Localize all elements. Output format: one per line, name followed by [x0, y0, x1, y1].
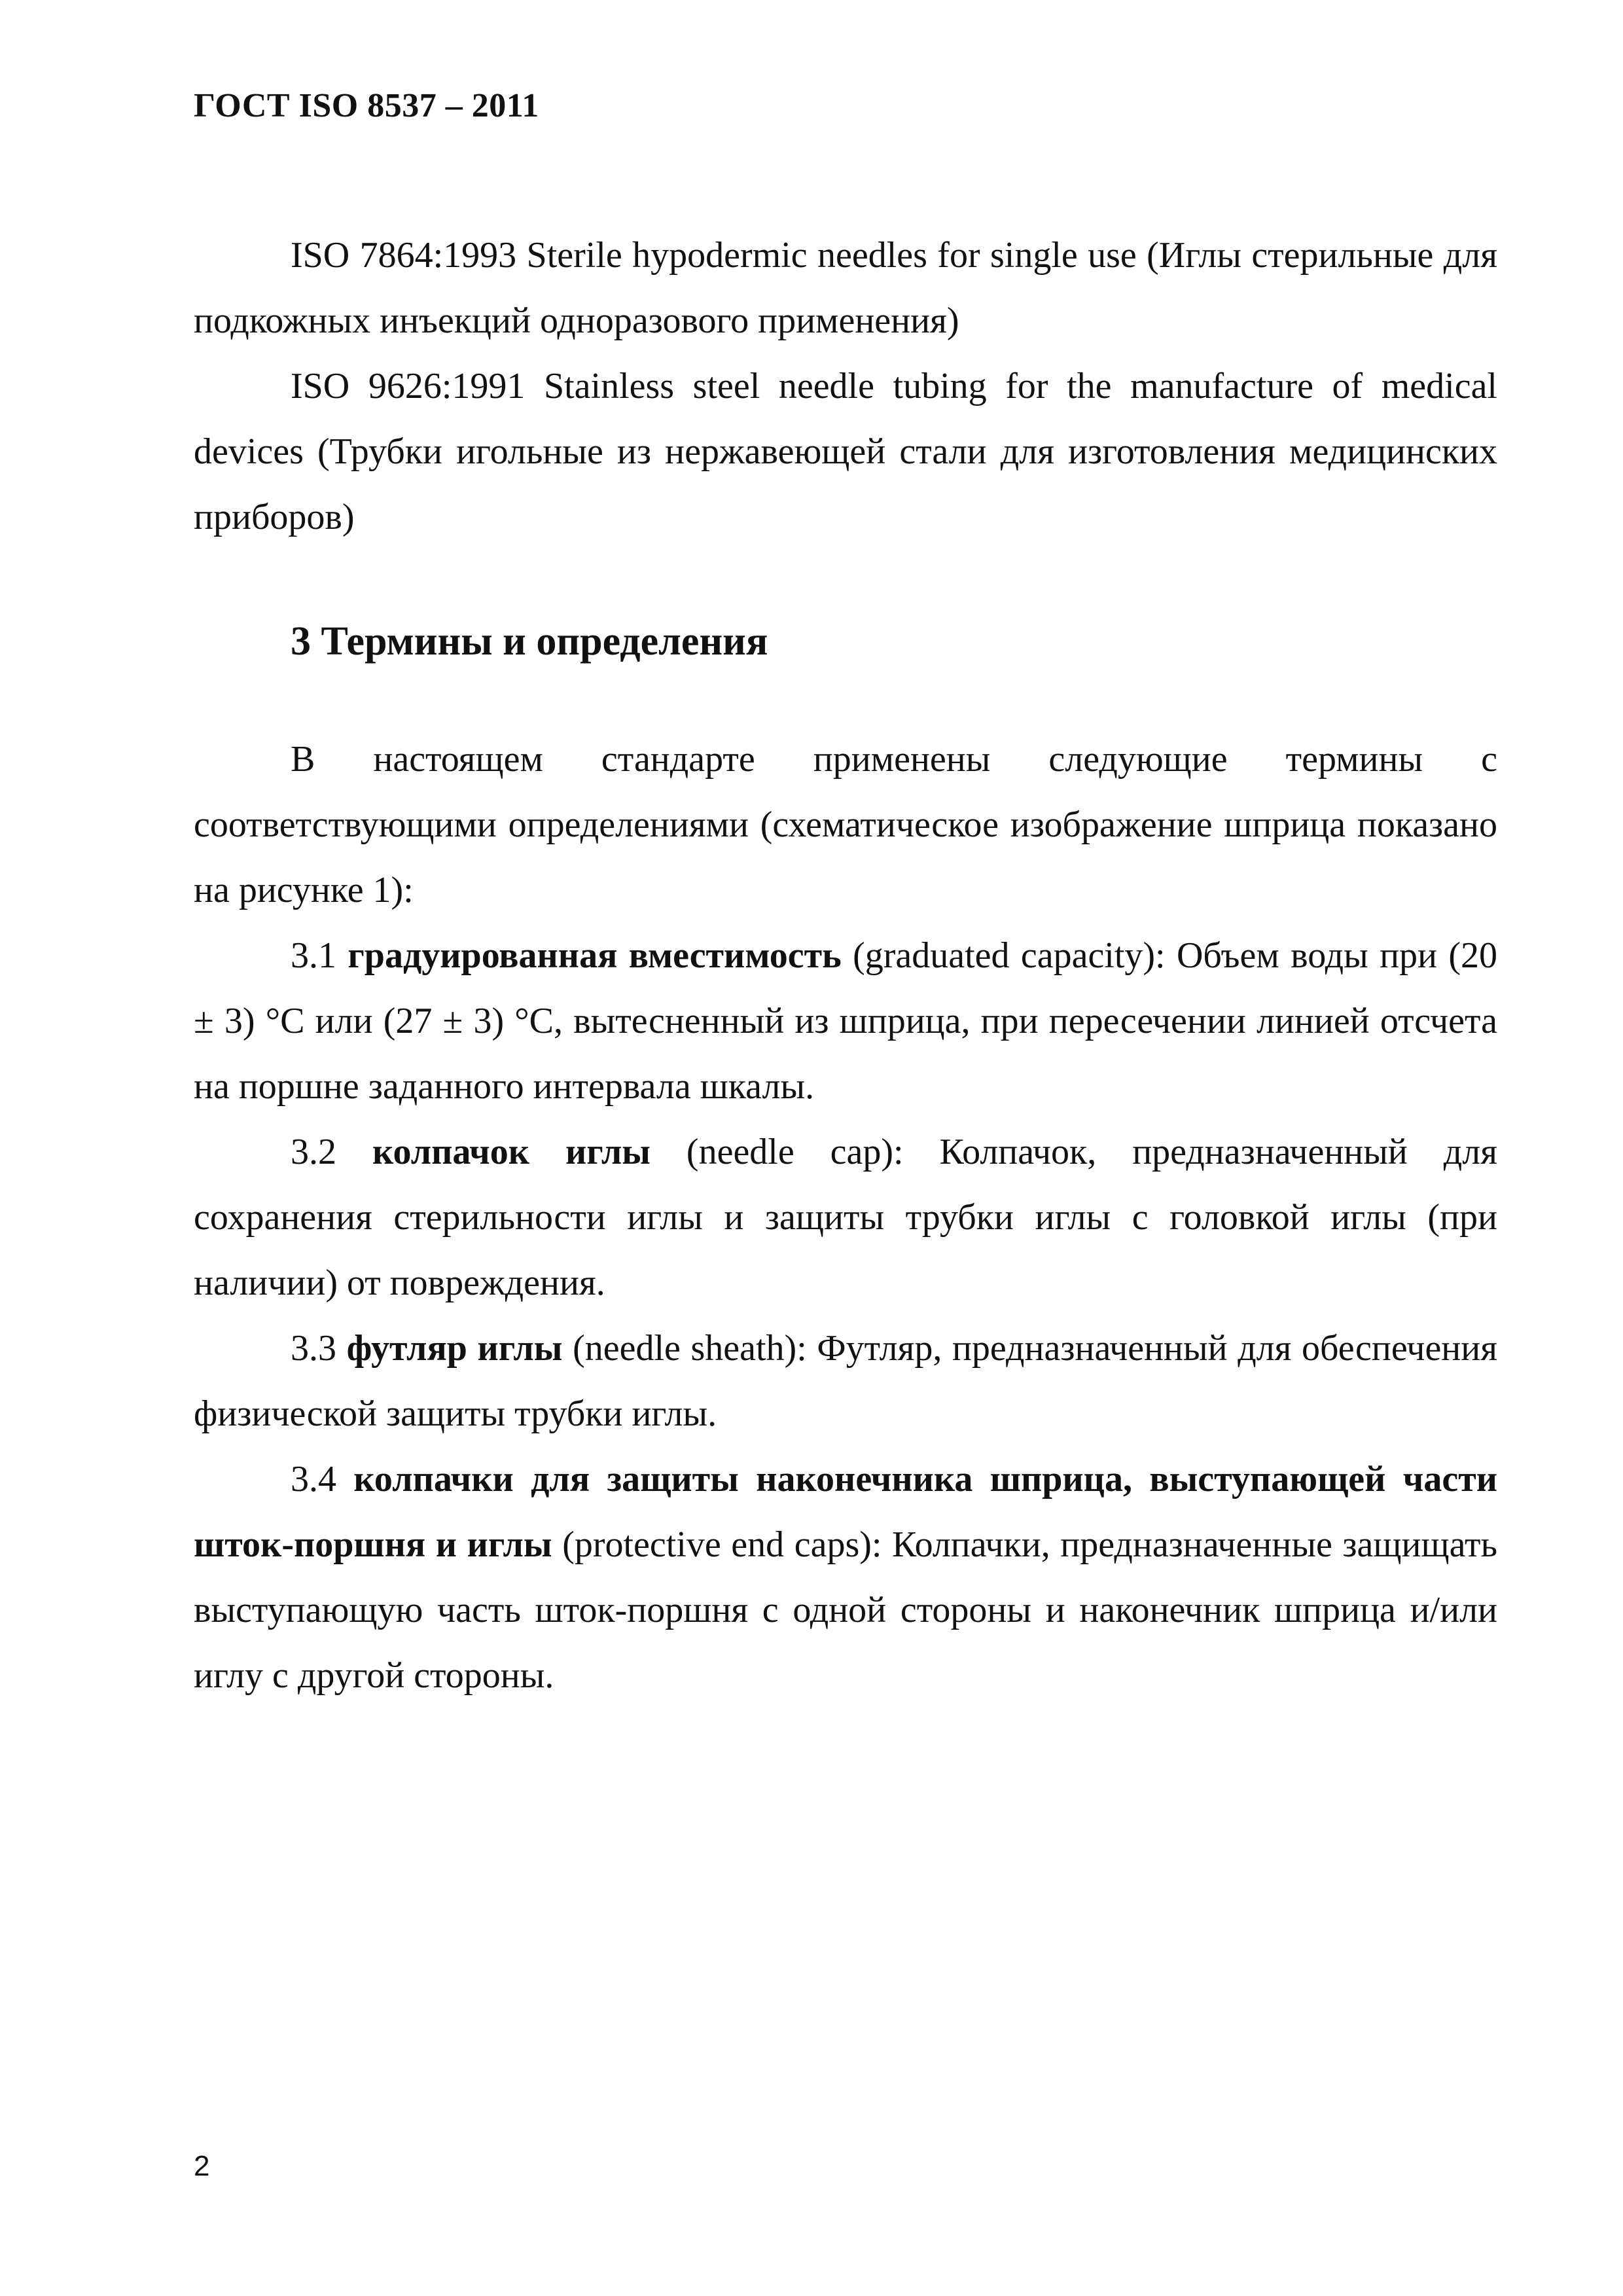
- term-definition: (protective end caps): Колпачки, предназначенные защищать выступающую часть шток-поршня с одной стороны и наконечник шприца и/или иглу с другой стороны.: [194, 1524, 1498, 1696]
- term-name: футляр иглы: [346, 1328, 563, 1369]
- term-definition: (graduated capacity): Объем воды при (20 ± 3) °С или (27 ± 3) °С, вытесненный из шприца, при пересечении линией отсчета на поршне заданного интервала шкалы.: [194, 935, 1498, 1107]
- term-name: колпачок иглы: [372, 1132, 651, 1172]
- term-entry: [194, 923, 1497, 1119]
- terms-list: [194, 726, 1497, 1708]
- term-number: 3.3: [291, 1328, 336, 1369]
- page-header-standard-id: ГОСТ ISO 8537 – 2011: [194, 87, 539, 124]
- term-number: 3.2: [291, 1132, 336, 1172]
- term-number: 3.4: [291, 1459, 336, 1499]
- term-name: градуированная вместимость: [348, 935, 842, 976]
- normative-references: [194, 223, 1497, 550]
- term-entry: [194, 1316, 1497, 1446]
- term-name: колпачки для защиты наконечника шприца, выступающей части шток-поршня и иглы: [194, 1459, 1497, 1565]
- reference-item: ISO 7864:1993 Sterile hypodermic needles for single use (Иглы стерильные для подкожных инъекций одноразового применения): [194, 235, 1497, 341]
- term-entry: [194, 1119, 1497, 1316]
- page-number: 2: [194, 2150, 210, 2182]
- reference-item: ISO 9626:1991 Stainless steel needle tubing for the manufacture of medical devices (Трубки игольные из нержавеющей стали для изготовления медицинских приборов): [194, 366, 1497, 537]
- term-definition: (needle sheath): Футляр, предназначенный для обеспечения физической защиты трубки иглы.: [194, 1328, 1497, 1434]
- term-entry: [194, 1446, 1497, 1708]
- term-number: 3.1: [291, 935, 336, 976]
- section-title: 3 Термины и определения: [291, 619, 768, 664]
- term-definition: (needle cap): Колпачок, предназначенный для сохранения стерильности иглы и защиты трубки иглы с головкой иглы (при наличии) от повреждения.: [194, 1132, 1498, 1303]
- section-intro: В настоящем стандарте применены следующие термины с соответствующими определениями (схематическое изображение шприца показано на рисунке 1):: [194, 739, 1497, 910]
